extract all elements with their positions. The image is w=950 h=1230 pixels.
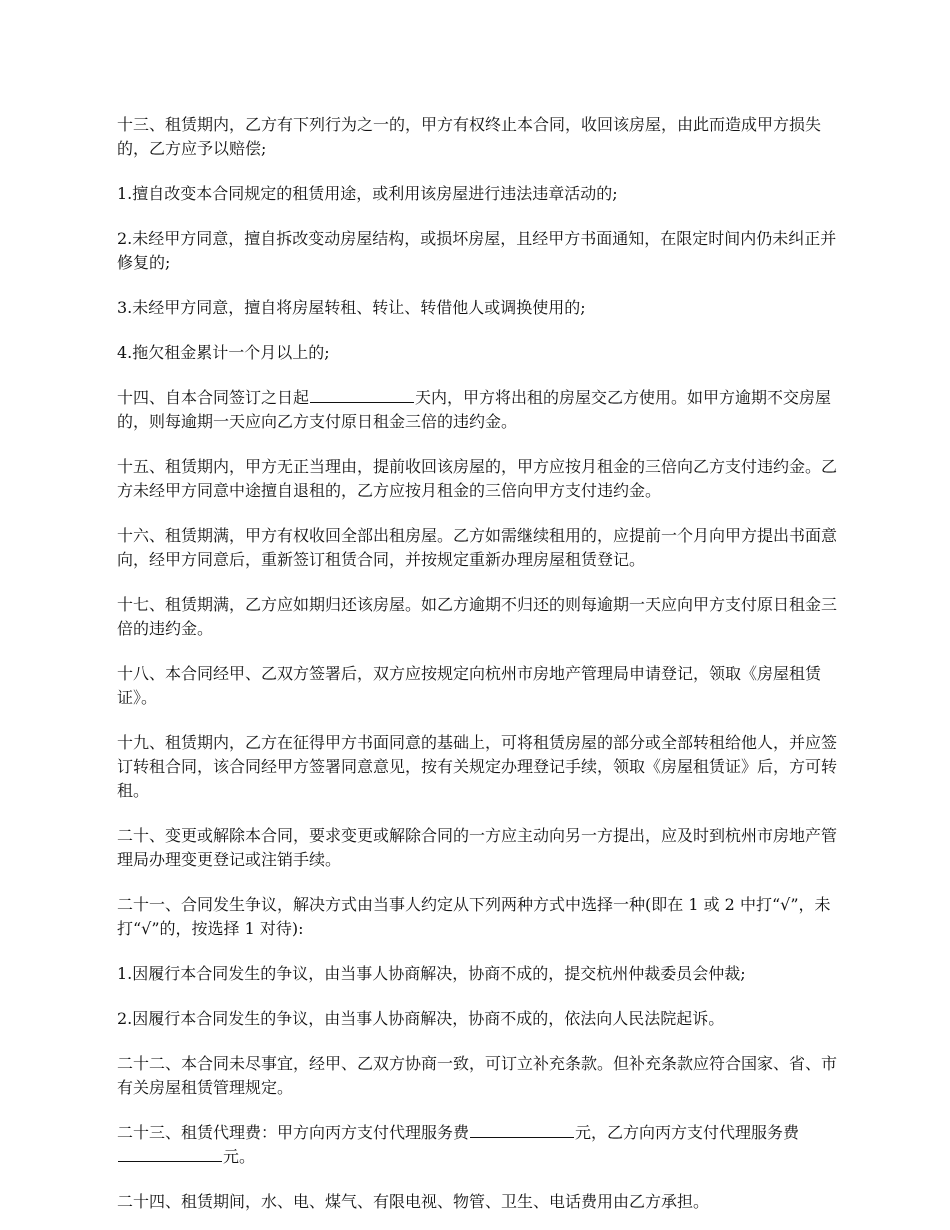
paragraph-text: 1.擅自改变本合同规定的租赁用途，或利用该房屋进行违法违章活动的; [117,184,618,203]
contract-paragraph [117,824,850,872]
paragraph-text: 二十一、合同发生争议，解决方式由当事人约定从下列两种方式中选择一种(即在 1 或 2 中打“√”，未打“√”的，按选择 1 对待): [117,895,831,938]
contract-paragraph [117,593,850,641]
paragraph-text: 十六、租赁期满，甲方有权收回全部出租房屋。乙方如需继续租用的，应提前一个月向甲方提出书面意向，经甲方同意后，重新签订租赁合同，并按规定重新办理房屋租赁登记。 [117,526,838,569]
contract-paragraph [117,1121,850,1169]
contract-paragraph [117,1007,850,1031]
paragraph-text: 十四、自本合同签订之日起 [117,388,310,407]
paragraph-text: 十三、租赁期内，乙方有下列行为之一的，甲方有权终止本合同，收回该房屋，由此而造成甲方损失的，乙方应予以赔偿; [117,115,822,158]
paragraph-text: 十七、租赁期满，乙方应如期归还该房屋。如乙方逾期不归还的则每逾期一天应向甲方支付原日租金三倍的违约金。 [117,595,838,638]
paragraph-text: 二十二、本合同未尽事宜，经甲、乙双方协商一致，可订立补充条款。但补充条款应符合国家、省、市有关房屋租赁管理规定。 [117,1054,838,1097]
contract-paragraph [117,227,850,275]
contract-paragraph [117,524,850,572]
paragraph-text: 二十、变更或解除本合同，要求变更或解除合同的一方应主动向另一方提出，应及时到杭州市房地产管理局办理变更登记或注销手续。 [117,826,838,869]
contract-paragraph [117,1190,850,1214]
contract-paragraph [117,341,850,365]
paragraph-text: 十九、租赁期内，乙方在征得甲方书面同意的基础上，可将租赁房屋的部分或全部转租给他人，并应签订转租合同，该合同经甲方签署同意意见，按有关规定办理登记手续，领取《房屋租赁证》后，方可转租。 [117,733,838,800]
contract-paragraph [117,662,850,710]
contract-paragraph [117,182,850,206]
fill-in-blank [118,1160,222,1162]
contract-paragraph [117,731,850,803]
contract-paragraph [117,962,850,986]
paragraph-text: 2.未经甲方同意，擅自拆改变动房屋结构，或损坏房屋，且经甲方书面通知，在限定时间内仍未纠正并修复的; [117,229,837,272]
fill-in-blank [470,1136,574,1138]
paragraph-text: 1.因履行本合同发生的争议，由当事人协商解决，协商不成的，提交杭州仲裁委员会仲裁; [117,964,746,983]
paragraph-text: 二十四、租赁期间，水、电、煤气、有限电视、物管、卫生、电话费用由乙方承担。 [117,1192,710,1211]
paragraph-text: 二十三、租赁代理费：甲方向丙方支付代理服务费 [117,1123,470,1142]
contract-paragraph [117,386,850,434]
contract-paragraph [117,893,850,941]
contract-paragraph [117,296,850,320]
paragraph-text: 4.拖欠租金累计一个月以上的; [117,343,330,362]
paragraph-text: 元。 [223,1147,256,1166]
document-body [117,113,850,1214]
contract-paragraph [117,455,850,503]
paragraph-text: 2.因履行本合同发生的争议，由当事人协商解决，协商不成的，依法向人民法院起诉。 [117,1009,725,1028]
paragraph-text: 3.未经甲方同意，擅自将房屋转租、转让、转借他人或调换使用的; [117,298,586,317]
contract-paragraph [117,1052,850,1100]
paragraph-text: 十八、本合同经甲、乙双方签署后，双方应按规定向杭州市房地产管理局申请登记，领取《房屋租赁证》。 [117,664,822,707]
paragraph-text: 天内，甲方将出租的房屋交乙方使用。如甲方逾期不交房屋的，则每逾期一天应向乙方支付原日租金三倍的违约金。 [117,388,832,431]
paragraph-text: 十五、租赁期内，甲方无正当理由，提前收回该房屋的，甲方应按月租金的三倍向乙方支付违约金。乙方未经甲方同意中途擅自退租的，乙方应按月租金的三倍向甲方支付违约金。 [117,457,838,500]
contract-paragraph [117,113,850,161]
fill-in-blank [310,401,414,403]
paragraph-text: 元，乙方向丙方支付代理服务费 [575,1123,800,1142]
